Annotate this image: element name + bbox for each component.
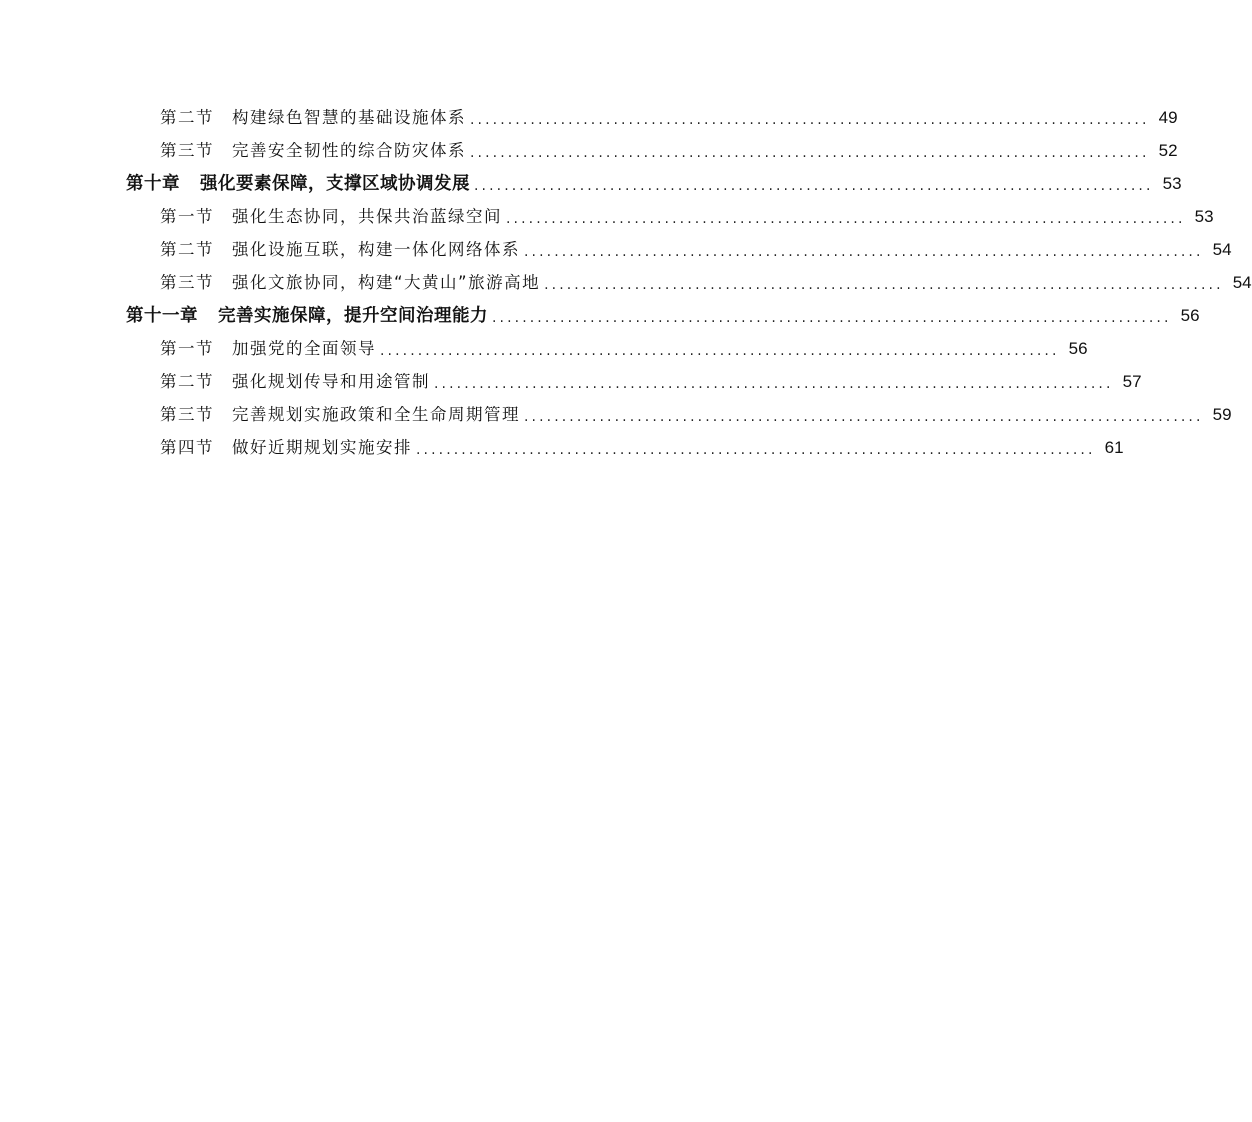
dot-leader: .......................................................................................... bbox=[524, 408, 1204, 425]
page-number: 54 bbox=[1212, 239, 1232, 259]
page-number: 53 bbox=[1194, 206, 1214, 226]
dot-leader: .......................................................................................... bbox=[506, 210, 1186, 227]
toc-entry-label bbox=[160, 207, 502, 227]
section-title: 加强党的全面领导 bbox=[232, 338, 376, 358]
dot-leader: .......................................................................................... bbox=[416, 441, 1096, 458]
section-number: 第三节 bbox=[160, 272, 214, 292]
section-number: 第二节 bbox=[160, 239, 214, 259]
section-number: 第二节 bbox=[160, 371, 214, 391]
toc-entry-chapter[interactable] bbox=[0, 299, 1200, 332]
section-number: 第一节 bbox=[160, 338, 214, 358]
toc-entry-section[interactable] bbox=[0, 365, 1142, 398]
dot-leader: .......................................................................................... bbox=[492, 309, 1172, 326]
section-number: 第二节 bbox=[160, 107, 214, 127]
section-number: 第三节 bbox=[160, 404, 214, 424]
dot-leader: .......................................................................................... bbox=[470, 144, 1150, 161]
toc-entry-label bbox=[126, 306, 488, 326]
toc-entry-label bbox=[160, 273, 540, 293]
section-number: 第一节 bbox=[160, 206, 214, 226]
toc-entry-section[interactable] bbox=[0, 332, 1088, 365]
chapter-number: 第十章 bbox=[126, 173, 180, 194]
toc-entry-chapter[interactable] bbox=[0, 167, 1182, 200]
page-number: 59 bbox=[1212, 404, 1232, 424]
page-number: 49 bbox=[1158, 107, 1178, 127]
page-number: 54 bbox=[1232, 272, 1252, 292]
toc-entry-label bbox=[160, 405, 520, 425]
toc-entry-label bbox=[160, 141, 466, 161]
page-number: 61 bbox=[1104, 437, 1124, 457]
section-title: 构建绿色智慧的基础设施体系 bbox=[232, 107, 466, 127]
dot-leader: .......................................................................................... bbox=[380, 342, 1060, 359]
toc-entry-label bbox=[160, 339, 376, 359]
toc-entry-section[interactable] bbox=[0, 101, 1178, 134]
toc-entry-section[interactable] bbox=[0, 200, 1214, 233]
toc-entry-section[interactable] bbox=[0, 431, 1124, 464]
chapter-number: 第十一章 bbox=[126, 305, 198, 326]
toc-entry-label bbox=[160, 372, 430, 392]
section-title: 完善规划实施政策和全生命周期管理 bbox=[232, 404, 520, 424]
dot-leader: .......................................................................................... bbox=[524, 243, 1204, 260]
section-title: 强化生态协同，共保共治蓝绿空间 bbox=[232, 206, 502, 226]
section-number: 第三节 bbox=[160, 140, 214, 160]
section-title: 强化规划传导和用途管制 bbox=[232, 371, 430, 391]
dot-leader: .......................................................................................... bbox=[470, 111, 1150, 128]
toc-entry-section[interactable] bbox=[0, 233, 1232, 266]
section-number: 第四节 bbox=[160, 437, 214, 457]
page-number: 52 bbox=[1158, 140, 1178, 160]
section-title: 完善安全韧性的综合防灾体系 bbox=[232, 140, 466, 160]
chapter-title: 完善实施保障，提升空间治理能力 bbox=[218, 305, 488, 326]
dot-leader: .......................................................................................... bbox=[544, 276, 1224, 293]
toc-entry-section[interactable] bbox=[0, 266, 1252, 299]
page-number: 53 bbox=[1162, 173, 1182, 193]
page-number: 56 bbox=[1180, 305, 1200, 325]
toc-entry-label bbox=[160, 240, 520, 260]
toc-entry-label bbox=[160, 108, 466, 128]
table-of-contents bbox=[0, 101, 1252, 464]
page-number: 56 bbox=[1068, 338, 1088, 358]
toc-entry-section[interactable] bbox=[0, 398, 1232, 431]
section-title: 做好近期规划实施安排 bbox=[232, 437, 412, 457]
section-title: 强化设施互联，构建一体化网络体系 bbox=[232, 239, 520, 259]
dot-leader: .......................................................................................... bbox=[434, 375, 1114, 392]
dot-leader: .......................................................................................... bbox=[474, 177, 1154, 194]
toc-entry-section[interactable] bbox=[0, 134, 1178, 167]
toc-entry-label bbox=[160, 438, 412, 458]
toc-entry-label bbox=[126, 174, 470, 194]
chapter-title: 强化要素保障，支撑区域协调发展 bbox=[200, 173, 470, 194]
section-title: 强化文旅协同，构建“大黄山”旅游高地 bbox=[232, 272, 541, 292]
page-number: 57 bbox=[1122, 371, 1142, 391]
